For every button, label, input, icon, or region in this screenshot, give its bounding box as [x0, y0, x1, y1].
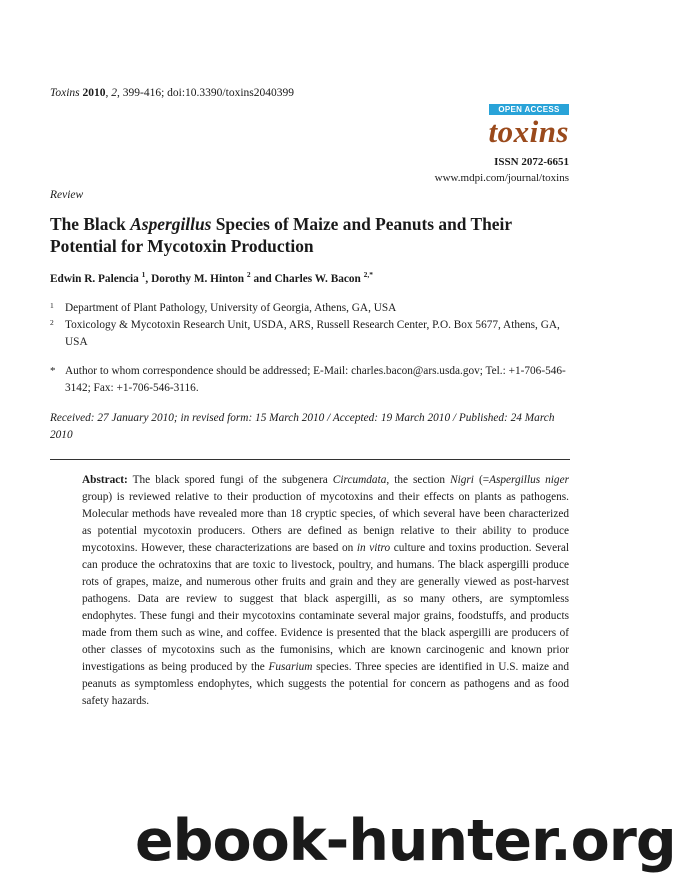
author-name: Charles W. Bacon: [274, 272, 361, 285]
affiliation-text: Toxicology & Mycotoxin Research Unit, USDA, ARS, Russell Research Center, P.O. Box 5677, Athens, GA, USA: [65, 319, 560, 348]
affiliation-number: 1: [50, 301, 54, 310]
affiliation: [50, 300, 570, 317]
abstract-text: (=: [473, 474, 490, 486]
correspondence-mark: *: [50, 365, 56, 377]
abstract-text: culture and toxins production. Several can produce the ochratoxins that are toxic to livestock, poultry, and humans. The black aspergilli produce rots of grapes, maize, and numerous other fruits and grain and they are generally viewed as post-harvest pathogens. Data are review to suggest that black aspergilli, as so many others, are symptomless endophytes. These fungi and their mycotoxins contaminate several major grains, foodstuffs, and products made from them such as wine, and coffee. Evidence is presented that the black aspergilli are producers of other classes of mycotoxins such as the fumonisins, which are known carcinogenic and known prior investigations as being produced by the: [82, 542, 570, 673]
title-italic: Aspergillus: [130, 214, 212, 234]
abstract-italic: Aspergillus niger: [489, 474, 569, 486]
abstract-italic: Circumdata: [332, 474, 387, 486]
abstract-italic: Nigri: [450, 474, 474, 486]
affiliation: [50, 317, 570, 351]
title-part-2: Species of Maize and Peanuts and Their Potential for Mycotoxin Production: [50, 214, 512, 256]
citation-year: 2010: [82, 87, 106, 99]
author-affiliation-mark: 2,*: [363, 270, 374, 279]
author-affiliation-mark: 2: [246, 270, 251, 279]
article-title: [50, 213, 570, 257]
author-list: [50, 270, 373, 285]
issn: ISSN 2072-6651: [494, 156, 569, 168]
correspondence-text: Author to whom correspondence should be addressed; E-Mail: charles.bacon@ars.usda.gov; Tel.: +1-706-546-3142; Fax: +1-706-546-3116.: [65, 365, 566, 394]
open-access-badge: OPEN ACCESS: [489, 104, 569, 115]
citation-doi: doi:10.3390/toxins2040399: [167, 87, 294, 99]
author-separator: and: [250, 272, 275, 285]
abstract-italic: Fusarium: [268, 661, 313, 673]
abstract-text: species. Three species are identified in U.S. maize and peanuts as symptomless endophytes, which suggests the potential for concern as pathogens and as food safety hazards.: [82, 661, 569, 707]
watermark: ebook-hunter.org: [135, 808, 676, 874]
abstract-label: Abstract:: [82, 474, 128, 486]
journal-logo: toxins: [488, 114, 569, 149]
publication-dates: Received: 27 January 2010; in revised form: 15 March 2010 / Accepted: 19 March 2010 / Published: 24 March 2010: [50, 412, 555, 441]
author-affiliation-mark: 1: [141, 270, 146, 279]
author-separator: ,: [145, 272, 152, 285]
abstract-text: The black spored fungi of the subgenera: [127, 474, 333, 486]
abstract-text: , the section: [386, 474, 451, 486]
abstract-italic: in vitro: [356, 542, 391, 554]
affiliation-text: Department of Plant Pathology, University of Georgia, Athens, GA, USA: [65, 302, 397, 314]
journal-url[interactable]: www.mdpi.com/journal/toxins: [434, 172, 569, 184]
affiliation-number: 2: [50, 318, 54, 327]
article-type: Review: [50, 189, 84, 201]
author-name: Dorothy M. Hinton: [151, 272, 245, 285]
abstract-text: group) is reviewed relative to their production of mycotoxins and their effects on plants as pathogens. Molecular methods have revealed more than 18 cryptic species, of which several have been characterized as potential mycotoxin producers. Others are defined as benign relative to their ability to produce mycotoxins. However, these characterizations are based on: [82, 491, 569, 554]
abstract: [82, 472, 569, 710]
citation-volume: 2: [111, 87, 117, 99]
correspondence-note: [50, 363, 570, 397]
citation-pages: 399-416: [122, 87, 162, 99]
author-name: Edwin R. Palencia: [50, 272, 139, 285]
journal-name: Toxins: [50, 87, 80, 99]
title-part-1: The Black: [50, 214, 131, 234]
divider: [50, 459, 570, 460]
citation-line: Toxins 2010, 2, 399-416; doi:10.3390/toxins2040399: [50, 87, 294, 99]
